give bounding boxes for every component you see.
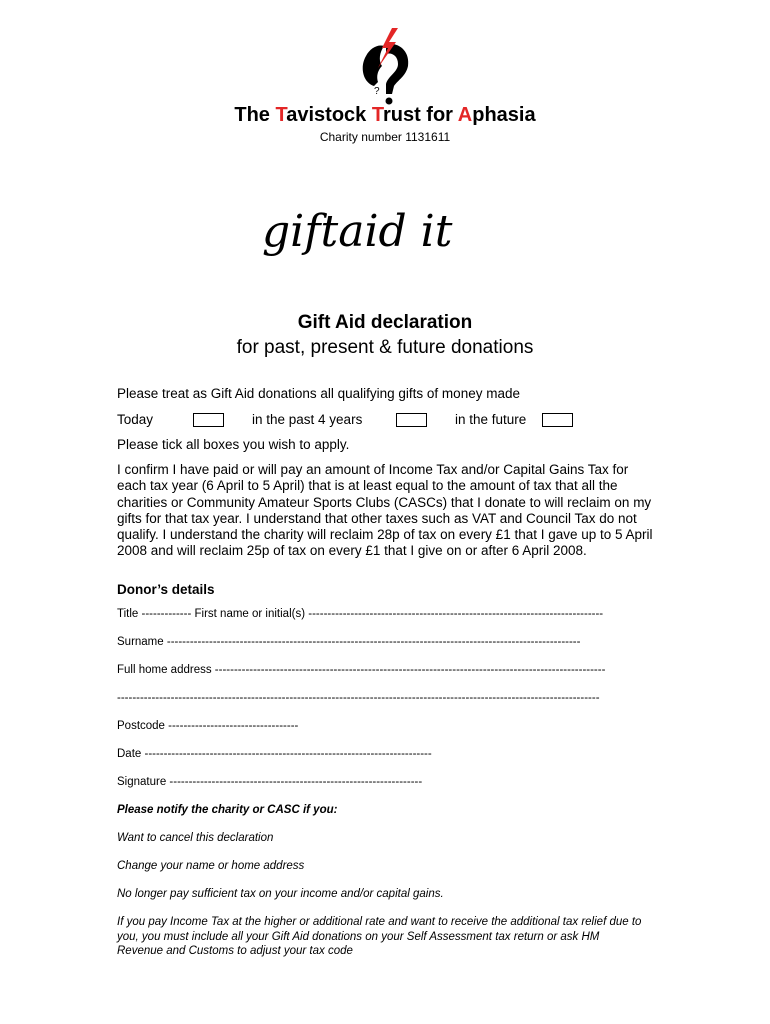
address-field[interactable]: Full home address ------------------------------------------------------------------------------------------------------ [117,664,606,676]
surname-label: Surname [117,636,164,648]
past-4-years-checkbox[interactable] [396,413,427,427]
option-past-label: in the past 4 years [252,412,363,427]
notify-item: No longer pay sufficient tax on your income and/or capital gains. [117,888,444,900]
notify-item: Want to cancel this declaration [117,832,274,844]
org-title-part: phasia [472,104,536,126]
org-title-part: T [371,104,383,126]
charity-logo [352,26,416,106]
surname-field[interactable]: Surname ------------------------------------------------------------------------------------------------------------ [117,636,581,648]
title-label: Title [117,608,139,620]
charity-number: Charity number 1131611 [319,130,451,144]
option-future-label: in the future [455,412,527,427]
org-title [0,104,770,127]
declaration-subtitle: for past, present & future donations [236,337,534,358]
org-title-part: A [457,104,473,126]
confirmation-text: I confirm I have paid or will pay an amount of Income Tax and/or Capital Gains Tax for each tax year (6 April to 5 April) that is at least equal to the amount of tax that all the charities or Community Amateur Sports Clubs (CASCs) that I donate to will reclaim on my gifts for that tax year. I understand that other taxes such as VAT and Council Tax do not qualify. I understand the charity will reclaim 28p of tax on every £1 that I gave up to 5 April 2008 and will reclaim 25p of tax on every £1 that I give on or after 6 April 2008. [117,462,653,559]
declaration-title: Gift Aid declaration [297,312,473,333]
option-today-label: Today [117,412,154,427]
higher-rate-note: If you pay Income Tax at the higher or additional rate and want to receive the additional tax relief due to you, you must include all your Gift Aid donations on your Self Assessment tax return or ask HM Revenue and Customs to adjust your tax code [117,916,642,957]
address-line-2-field[interactable]: ------------------------------------------------------------------------------------------------------------------------------ [117,692,600,704]
notify-heading: Please notify the charity or CASC if you: [117,804,338,816]
date-field[interactable]: Date --------------------------------------------------------------------------- [117,748,432,760]
title-name-field[interactable]: Title ------------- First name or initial(s) ----------------------------------------------------------------------------- [117,608,604,620]
postcode-field[interactable]: Postcode ---------------------------------- [117,720,299,732]
org-title-part: rust for [382,104,458,126]
first-name-label: First name or initial(s) [194,608,306,620]
future-checkbox[interactable] [542,413,573,427]
postcode-label: Postcode [117,720,165,732]
giftaid-it-text: giftaid it [262,206,453,257]
org-title-part: The [234,104,276,126]
declaration-intro: Please treat as Gift Aid donations all qualifying gifts of money made [117,386,520,401]
giftaid-it-logo [252,198,502,282]
notify-item: Change your name or home address [117,860,305,872]
org-title-part: avistock [286,104,372,126]
donor-details-heading: Donor’s details [117,582,215,597]
tick-note: Please tick all boxes you wish to apply. [117,437,350,452]
address-label: Full home address [117,664,212,676]
date-label: Date [117,748,142,760]
today-checkbox[interactable] [193,413,224,427]
signature-field[interactable]: Signature ------------------------------------------------------------------ [117,776,423,788]
signature-label: Signature [117,776,167,788]
svg-text:?: ? [374,86,380,97]
org-title-part: T [275,104,287,126]
